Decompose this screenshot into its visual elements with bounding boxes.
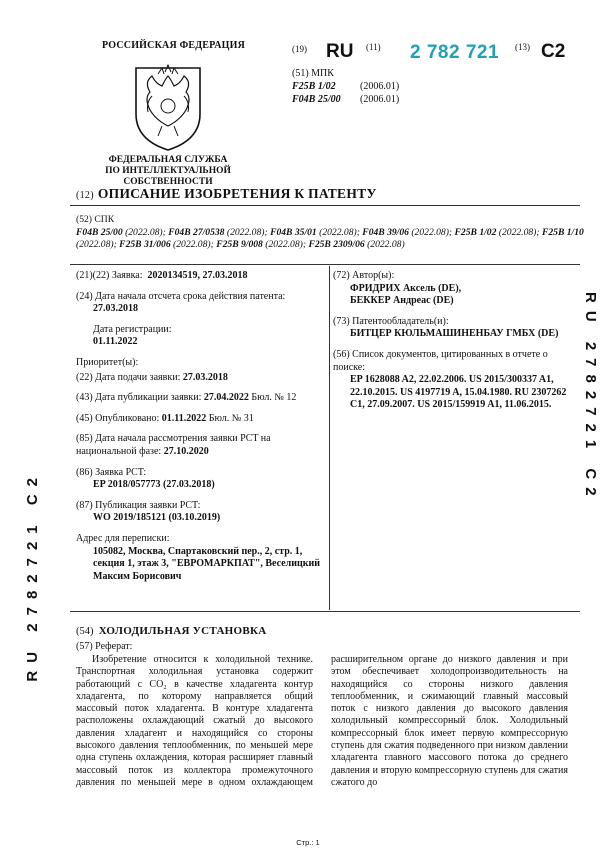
divider (70, 611, 580, 612)
agency-name: ФЕДЕРАЛЬНАЯ СЛУЖБА ПО ИНТЕЛЛЕКТУАЛЬНОЙ СОБСТВЕННОСТИ (105, 155, 231, 187)
term-start-field: (24) Дата начала отсчета срока действия патента: 27.03.2018 (76, 290, 286, 315)
pct-national-phase-field: (85) Дата начала рассмотрения заявки PCT на национальной фазе: 27.10.2020 (76, 433, 271, 457)
bibliographic-left (76, 270, 328, 583)
pct-publication-field: (87) Публикация заявки PCT: WO 2019/185121 (03.10.2019) (76, 499, 221, 524)
page-number: Стр.: 1 (296, 838, 320, 847)
spk-classification: (52) СПК F04B 25/00 (2022.08); F04B 27/0538 (2022.08); F04B 35/01 (2022.08); F04B 39/06 (2022.08); F25B 1/02 (2022.08); F25B 1/10 (2022.08); F25B 31/006 (2022.08); F25B 9/008 (2022.08); F25B 2309/06 (2022.08) (76, 214, 584, 250)
filing-date-field: (22) Дата подачи заявки: 27.03.2018 (76, 371, 228, 383)
inid-19: (19) (292, 44, 307, 54)
inid-11: (11) (366, 42, 381, 52)
authors-field: (72) Автор(ы): ФРИДРИХ Аксель (DE), БЕККЕР Андреас (DE) (333, 270, 462, 307)
coat-of-arms-emblem (128, 62, 208, 152)
country-code: RU (326, 41, 354, 62)
inid-13: (13) (515, 42, 530, 52)
cited-documents-field: (56) Список документов, цитированных в отчете о поиске: EP 1628088 A2, 22.02.2006. US 2015/300337 A1, 22.10.2015. US 4197719 A, 15.04.1980. RU 2307262 C1, 27.09.2007. US 2015/159919 A1, 11.06.2015. (333, 348, 567, 411)
invention-title: (54) ХОЛОДИЛЬНАЯ УСТАНОВКА (76, 625, 267, 637)
mpk-item: F25B 1/02 (2006.01) (292, 81, 400, 92)
published-field: (45) Опубликовано: 01.11.2022 Бюл. № 31 (76, 412, 254, 424)
patent-number: 2 782 721 (410, 42, 500, 63)
column-divider (329, 266, 330, 610)
address-field: Адрес для переписки: 105082, Москва, Спартаковский пер., 2, стр. 1, секция 1, этаж 3, "ЕВРОМАРКПАТ", Веселицкий Максим Борисович (76, 532, 321, 582)
mpk-classification: (51) МПК F25B 1/02 (2006.01) F04B 25/00 (2006.01) (292, 68, 400, 105)
bibliographic-right (333, 270, 571, 420)
application-field: (21)(22) Заявка: 2020134519, 27.03.2018 (76, 270, 248, 281)
abstract-label: (57) Реферат: (76, 641, 133, 652)
priority-label: Приоритет(ы): (76, 356, 139, 368)
side-code-left: RU 2782721 C2 (24, 470, 41, 682)
country-name: РОССИЙСКАЯ ФЕДЕРАЦИЯ (102, 40, 246, 51)
pct-application-field: (86) Заявка PCT: EP 2018/057773 (27.03.2018) (76, 466, 215, 491)
publication-field: (43) Дата публикации заявки: 27.04.2022 Бюл. № 12 (76, 392, 297, 404)
kind-code: C2 (541, 41, 566, 62)
document-title: (12) ОПИСАНИЕ ИЗОБРЕТЕНИЯ К ПАТЕНТУ (76, 186, 377, 201)
spk-list: F04B 25/00 (2022.08); F04B 27/0538 (2022.08); F04B 35/01 (2022.08); F04B 39/06 (2022.08); F25B 1/02 (2022.08); F25B 1/10 (2022.08); F25B 31/006 (2022.08); F25B 9/008 (2022.08); F25B 2309/06 (2022.08) (76, 226, 584, 250)
mpk-item: F04B 25/00 (2006.01) (292, 94, 400, 105)
divider (70, 264, 580, 265)
abstract-text: Изобретение относится к холодильной технике. Транспортная холодильная установка содержит работающий с CO₂ в качестве хладагента контур хладагента, по которому направляется общий массовый поток хладагента. В контуре хладагента расположены охлаждающий сжатый до высокого давления хладагент и находящийся со стороны высокого давления теплообменник, по меньшей мере одна ступень охлаждения, которая расширяет главный массовый поток из коллектора промежуточного давления по меньшей мере в одном охлаждающем расширительном органе до низкого давления и при этом обеспечивает холодопроизводительность на находящийся со стороны низкого давления теплообменник, и сжимающий главный массовый поток с низкого давления до высокого давления холодильный компрессорный блок. Холодильный компрессорный блок имеет первую компрессорную ступень для сжатия подведенного при низком давлении хладагента главного массового потока до среднего давления и вторую компрессорную ступень для сжатия сжатого до (76, 654, 568, 788)
divider (70, 205, 580, 206)
side-code-right: RU 2782721 C2 (582, 292, 599, 504)
owner-field: (73) Патентообладатель(и): БИТЦЕР КЮЛЬМАШИНЕНБАУ ГМБХ (DE) (333, 315, 559, 340)
registration-field: Дата регистрации: 01.11.2022 (93, 323, 172, 348)
